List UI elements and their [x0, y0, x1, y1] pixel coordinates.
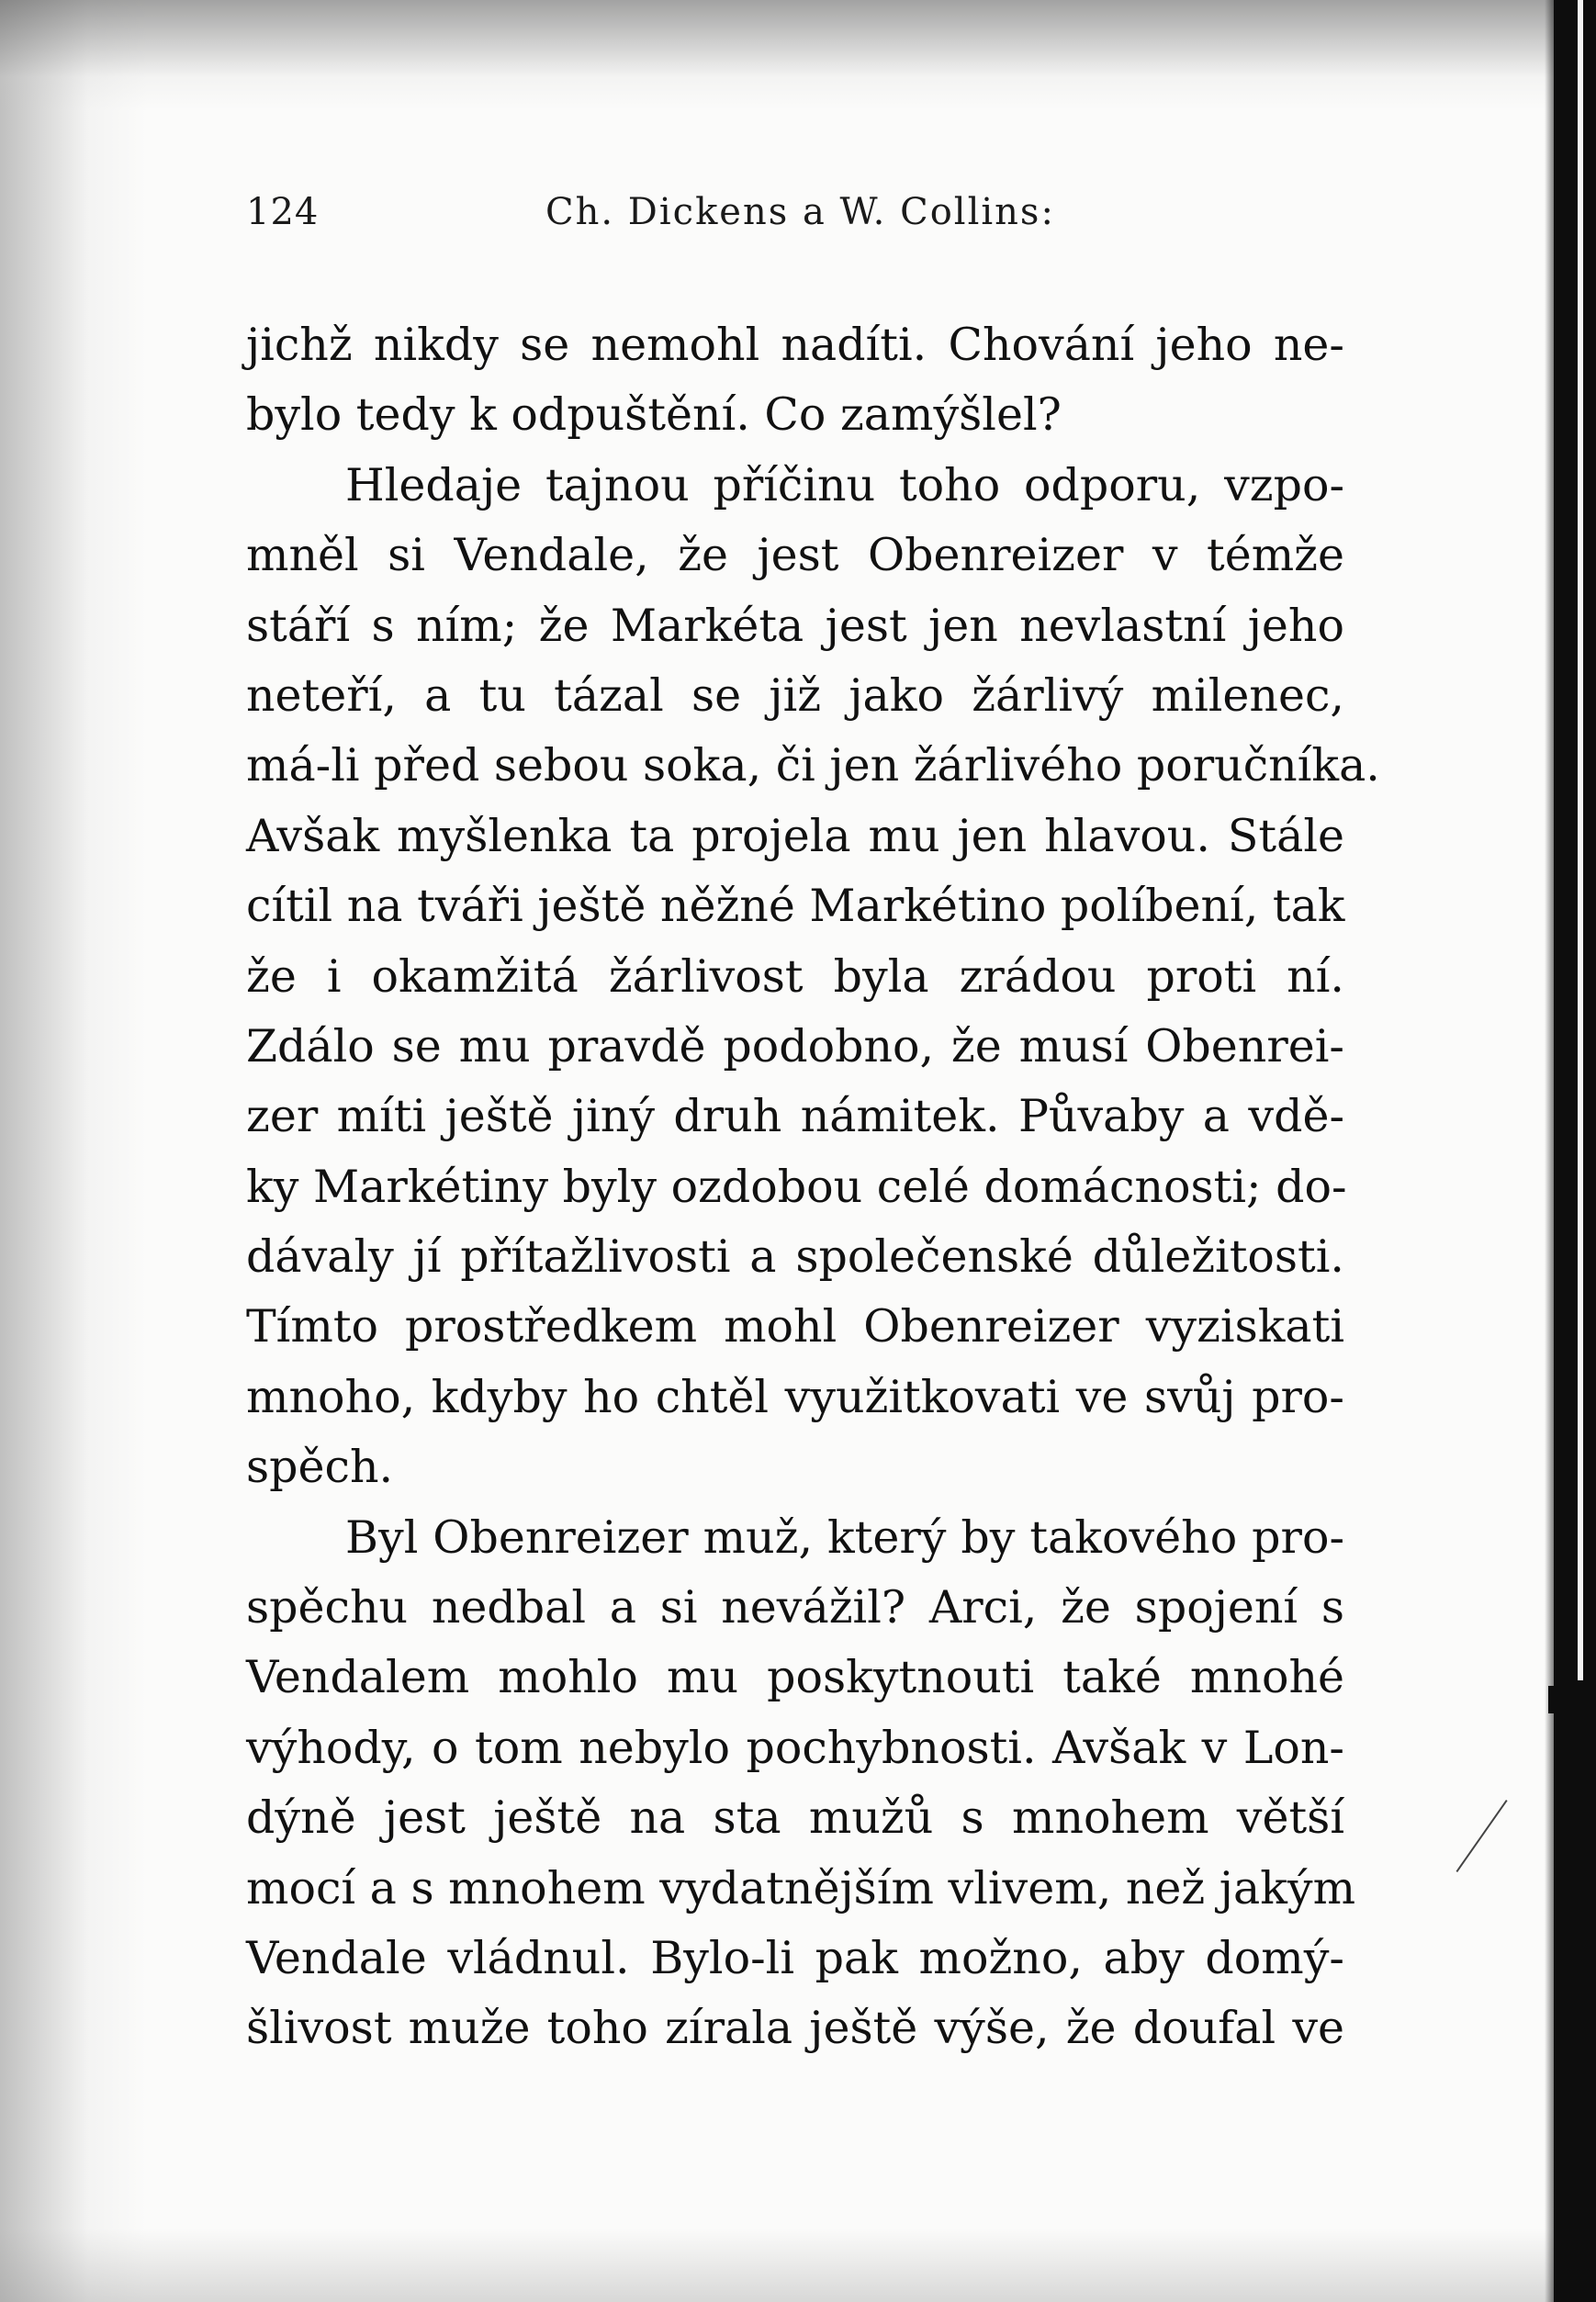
body-text	[246, 310, 1380, 2064]
text-line: dýně jest ještě na sta mužů s mnohem větší	[246, 1791, 1344, 1845]
text-line: Tímto prostředkem mohl Obenreizer vyziskati	[246, 1300, 1344, 1353]
text-line: dávaly jí přítažlivosti a společenské důležitosti.	[246, 1230, 1344, 1284]
scan-shadow-left	[0, 0, 147, 2302]
text-line: Vendale vládnul. Bylo-li pak možno, aby domý-	[246, 1931, 1344, 1984]
text-line: mnoho, kdyby ho chtěl využitkovati ve svůj pro-	[246, 1370, 1344, 1423]
text-line: spěch.	[246, 1441, 394, 1494]
margin-pencil-mark	[1456, 1800, 1508, 1872]
scan-shadow-bottom	[0, 2229, 1596, 2302]
text-line: Avšak myšlenka ta projela mu jen hlavou. Stále	[246, 809, 1344, 862]
scan-shadow-top	[0, 0, 1596, 110]
running-title: Ch. Dickens a W. Collins:	[545, 191, 1055, 233]
text-line: zer míti ještě jiný druh námitek. Půvaby a vdě-	[246, 1090, 1344, 1143]
text-line: bylo tedy k odpuštění. Co zamýšlel?	[246, 388, 1062, 442]
text-line: že i okamžitá žárlivost byla zrádou proti ní.	[246, 949, 1344, 1003]
text-line: stáří s ním; že Markéta jest jen nevlastní jeho	[246, 599, 1344, 652]
text-line: spěchu nedbal a si nevážil? Arci, že spojení s	[246, 1581, 1344, 1634]
text-line: cítil na tváři ještě něžné Markétino políbení, tak	[246, 880, 1345, 933]
text-line: šlivost muže toho zírala ještě výše, že doufal ve	[246, 2002, 1344, 2055]
text-line: Zdálo se mu pravdě podobno, že musí Obenrei-	[246, 1019, 1344, 1072]
text-line: Hledaje tajnou příčinu toho odporu, vzpo-	[345, 458, 1344, 511]
text-line: výhody, o tom nebylo pochybnosti. Avšak v Lon-	[246, 1721, 1344, 1774]
text-line: má-li před sebou soka, či jen žárlivého poručníka.	[246, 739, 1380, 792]
text-line: mocí a s mnohem vydatnějším vlivem, než jakým	[246, 1861, 1356, 1915]
binding-shadow	[1545, 0, 1554, 2302]
text-line: mněl si Vendale, že jest Obenreizer v témže	[246, 529, 1344, 582]
text-line: neteří, a tu tázal se již jako žárlivý milenec,	[246, 668, 1344, 722]
text-line: Vendalem mohlo mu poskytnouti také mnohé	[246, 1651, 1344, 1704]
page-number: 124	[246, 191, 320, 233]
text-line: Byl Obenreizer muž, který by takového pro-	[345, 1510, 1344, 1564]
binding-notch	[1548, 1686, 1568, 1713]
binding-gap	[1578, 0, 1583, 1680]
text-line: ky Markétiny byly ozdobou celé domácnosti; do-	[246, 1160, 1347, 1213]
running-header	[246, 191, 1073, 246]
text-line: jichž nikdy se nemohl nadíti. Chování jeho ne-	[246, 319, 1344, 371]
binding-edge	[1554, 0, 1596, 2302]
